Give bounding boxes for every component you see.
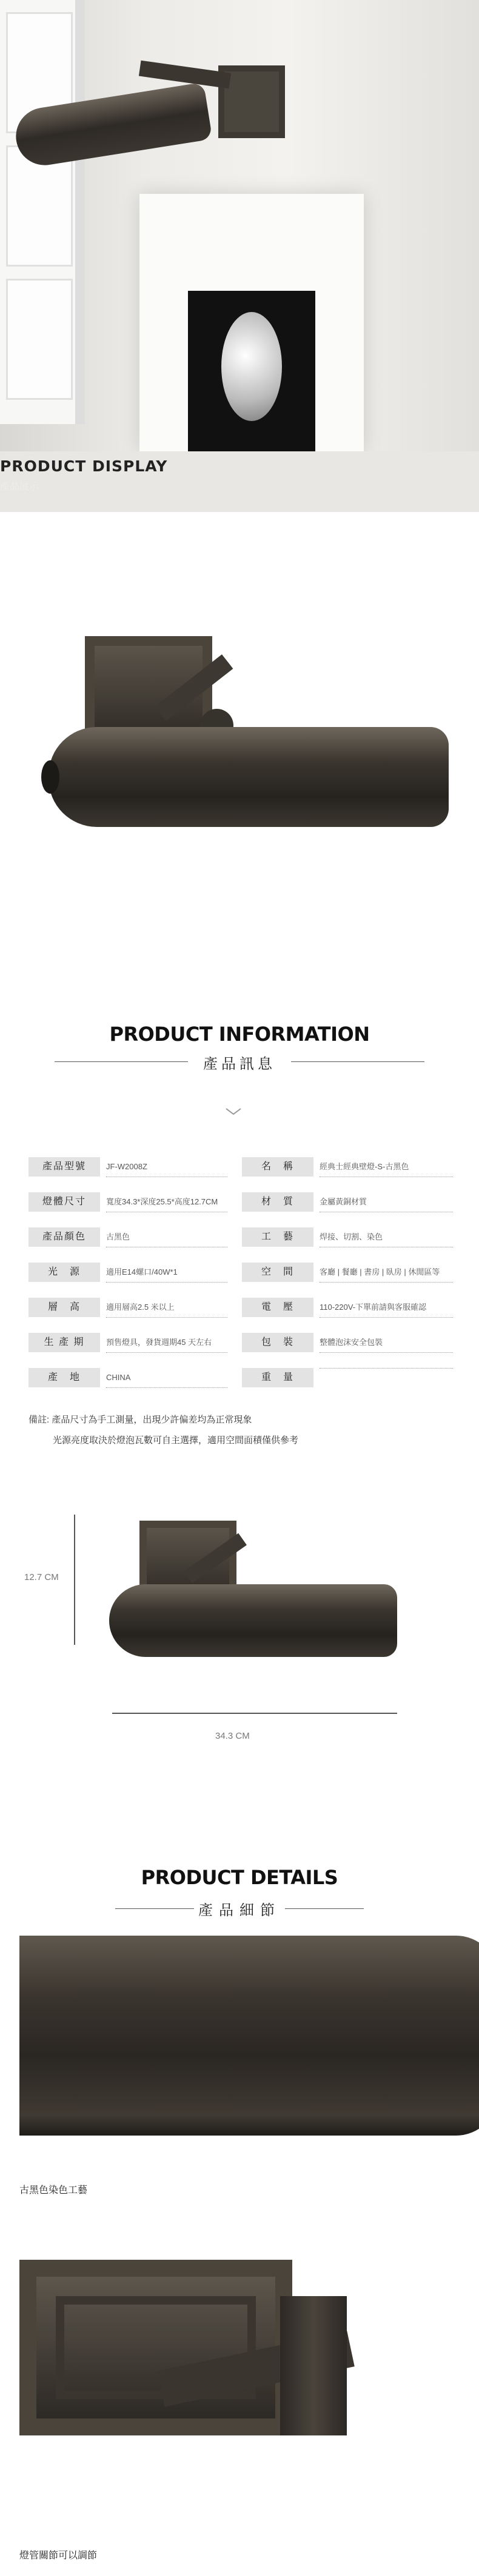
detail-image-joint [19, 2260, 479, 2435]
spec-label: 產品顏色 [28, 1227, 100, 1247]
spec-row [28, 1157, 453, 1177]
spec-label: 空 間 [242, 1263, 313, 1282]
information-title-en: PRODUCT INFORMATION [109, 1023, 370, 1046]
spec-row [28, 1263, 453, 1282]
spec-row [28, 1368, 453, 1387]
spec-value: 焊接、切割、染色 [320, 1227, 453, 1247]
details-title-cn: 產品細節 [198, 1902, 281, 1919]
spec-label: 光 源 [28, 1263, 100, 1282]
note-line-2: 光源亮度取決於燈泡瓦數可自主選擇，適用空間面積僅供參考 [53, 1435, 299, 1446]
chevron-down-icon [225, 1107, 242, 1116]
spec-label: 工 藝 [242, 1227, 313, 1247]
spec-label: 生 產 期 [28, 1333, 100, 1352]
spec-label: 重 量 [242, 1368, 313, 1387]
picture-frame [139, 194, 364, 451]
hero-display-image [0, 0, 479, 451]
detail-caption-2: 燈管關節可以調節 [19, 2551, 98, 2561]
details-title-en: PRODUCT DETAILS [141, 1866, 338, 1889]
display-title-en: PRODUCT DISPLAY [0, 457, 168, 475]
spec-label: 電 壓 [242, 1298, 313, 1317]
detail-caption-1: 古黑色染色工藝 [19, 2185, 88, 2196]
width-dimension-line [112, 1713, 397, 1714]
spec-value: 金屬黃銅材質 [320, 1192, 453, 1212]
spec-value: 古黑色 [106, 1227, 227, 1247]
spec-value: CHINA [106, 1368, 227, 1388]
window-frame [0, 0, 85, 424]
artwork [188, 291, 315, 451]
information-title-cn: 產品訊息 [203, 1056, 276, 1072]
shade-closeup [19, 1936, 479, 2136]
artwork-egg-shape [221, 312, 282, 421]
spec-row [28, 1227, 453, 1247]
display-title-bar [0, 451, 479, 512]
spec-value: 適用層高2.5 米以上 [106, 1298, 227, 1318]
spec-value: 整體泡沫安全包裝 [320, 1333, 453, 1353]
spec-row [28, 1192, 453, 1212]
note-line-1: 備註: 產品尺寸為手工測量，出現少許偏差均為正常現象 [28, 1415, 252, 1425]
detail-image-shade [19, 1936, 479, 2142]
joint-closeup [280, 2296, 347, 2435]
spec-value: 客廳 | 餐廳 | 書房 | 臥房 | 休閒區等 [320, 1263, 453, 1283]
height-dimension-line [74, 1515, 75, 1645]
spec-value: 適用E14螺口/40W*1 [106, 1263, 227, 1283]
spec-value: 預售燈具，發貨週期45 天左右 [106, 1333, 227, 1353]
window-pane [6, 279, 73, 400]
spec-label: 包 裝 [242, 1333, 313, 1352]
display-title-cn: 產品展示 [0, 482, 39, 492]
spec-label: 層 高 [28, 1298, 100, 1317]
spec-value: 寬度34.3*深度25.5*高度12.7CM [106, 1192, 227, 1212]
spec-label: 產 地 [28, 1368, 100, 1387]
spec-value [320, 1368, 453, 1369]
spec-value: 110-220V-下單前請與客服確認 [320, 1298, 453, 1318]
spec-row [28, 1333, 453, 1352]
spec-label: 燈體尺寸 [28, 1192, 100, 1212]
spec-label: 材 質 [242, 1192, 313, 1212]
spec-value: 經典士經典壁燈-S-古黑色 [320, 1157, 453, 1177]
width-label: 34.3 CM [215, 1731, 250, 1741]
diagram-shade [109, 1584, 397, 1657]
spec-value: JF-W2008Z [106, 1157, 227, 1177]
height-label: 12.7 CM [24, 1572, 59, 1582]
spec-label: 產品型號 [28, 1157, 100, 1177]
product-end-cap [41, 760, 59, 794]
product-shade [49, 727, 449, 827]
spec-row [28, 1298, 453, 1317]
spec-label: 名 稱 [242, 1157, 313, 1177]
